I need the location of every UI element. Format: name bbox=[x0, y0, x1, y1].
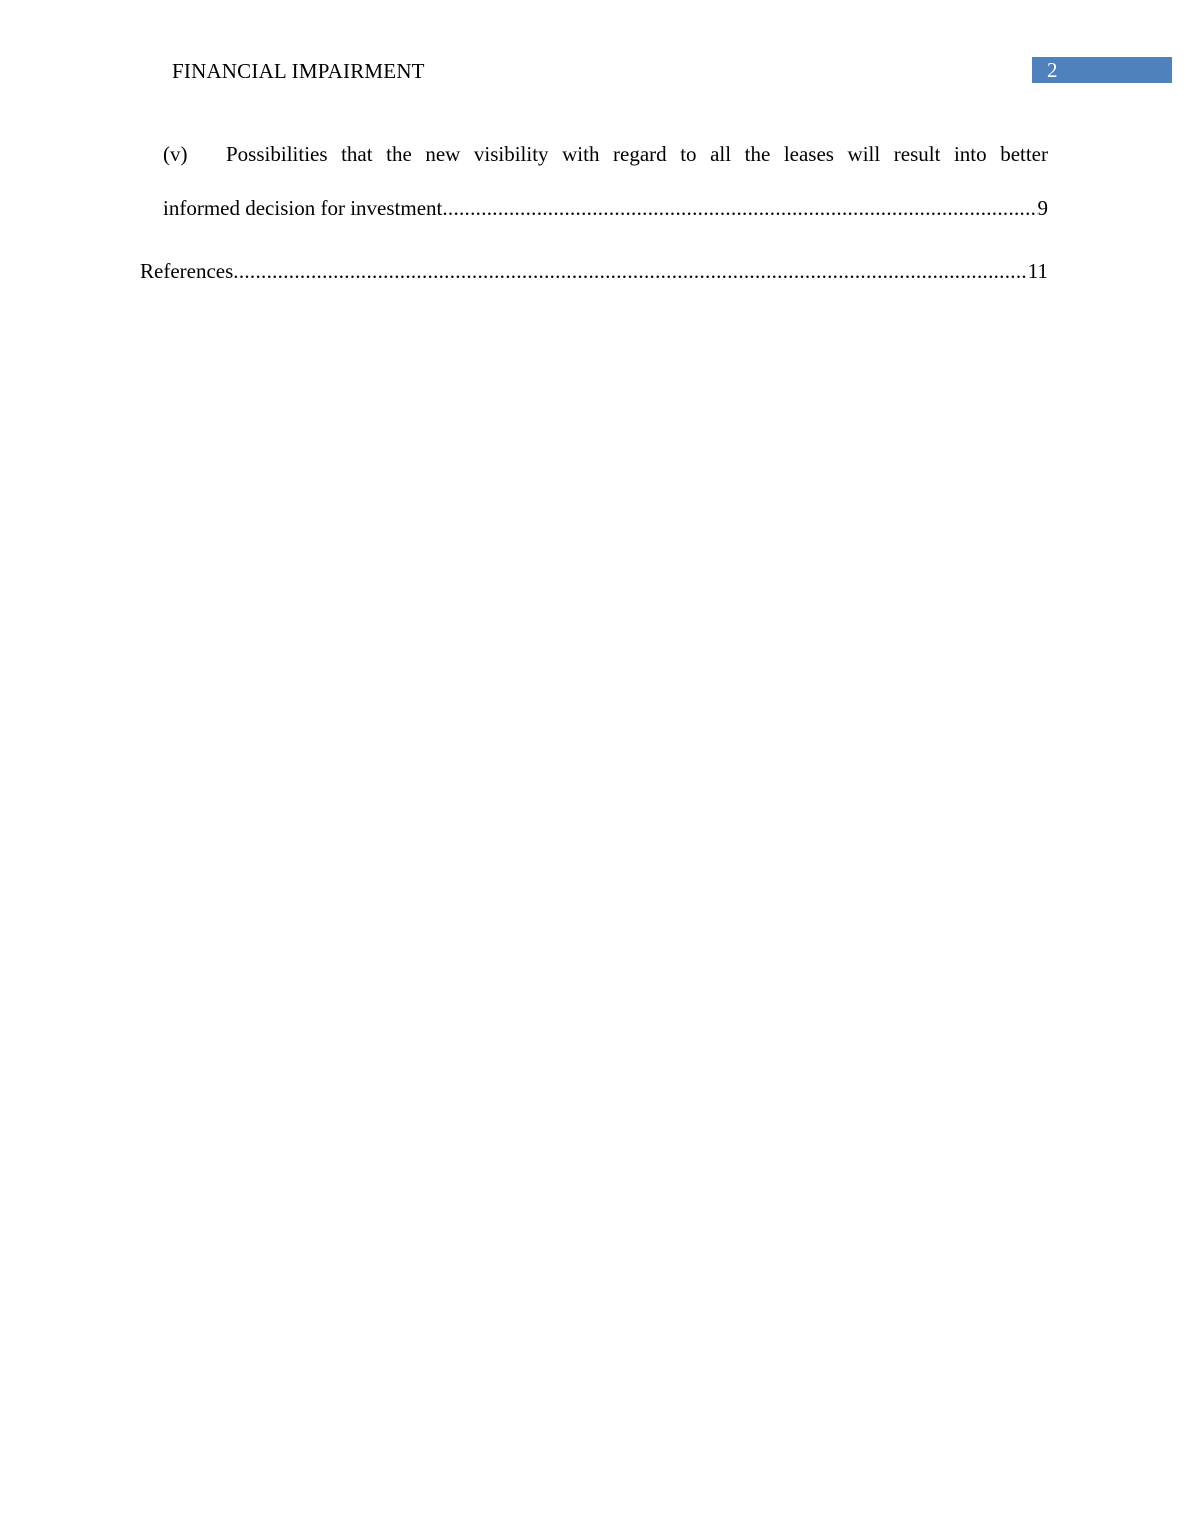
toc-entry-references[interactable] bbox=[140, 258, 1048, 284]
page-number-badge bbox=[1032, 57, 1172, 83]
page-number: 2 bbox=[1047, 58, 1058, 82]
toc-dot-leader bbox=[442, 195, 1037, 221]
toc-entry-title-line2: informed decision for investment bbox=[163, 196, 443, 220]
toc-entry-title-line1: Possibilities that the new visibility with regard to all the leases will result into better bbox=[226, 142, 1048, 166]
toc-entry-v[interactable] bbox=[163, 141, 1048, 167]
toc-entry-number: (v) bbox=[163, 142, 188, 166]
toc-entry-v-continuation[interactable] bbox=[163, 195, 1048, 221]
running-head-title: FINANCIAL IMPAIRMENT bbox=[172, 59, 425, 83]
toc-entry-title: References bbox=[140, 259, 234, 283]
toc-entry-page: 11 bbox=[1027, 259, 1048, 283]
toc-dot-leader bbox=[233, 258, 1027, 284]
toc-entry-page: 9 bbox=[1037, 196, 1048, 220]
